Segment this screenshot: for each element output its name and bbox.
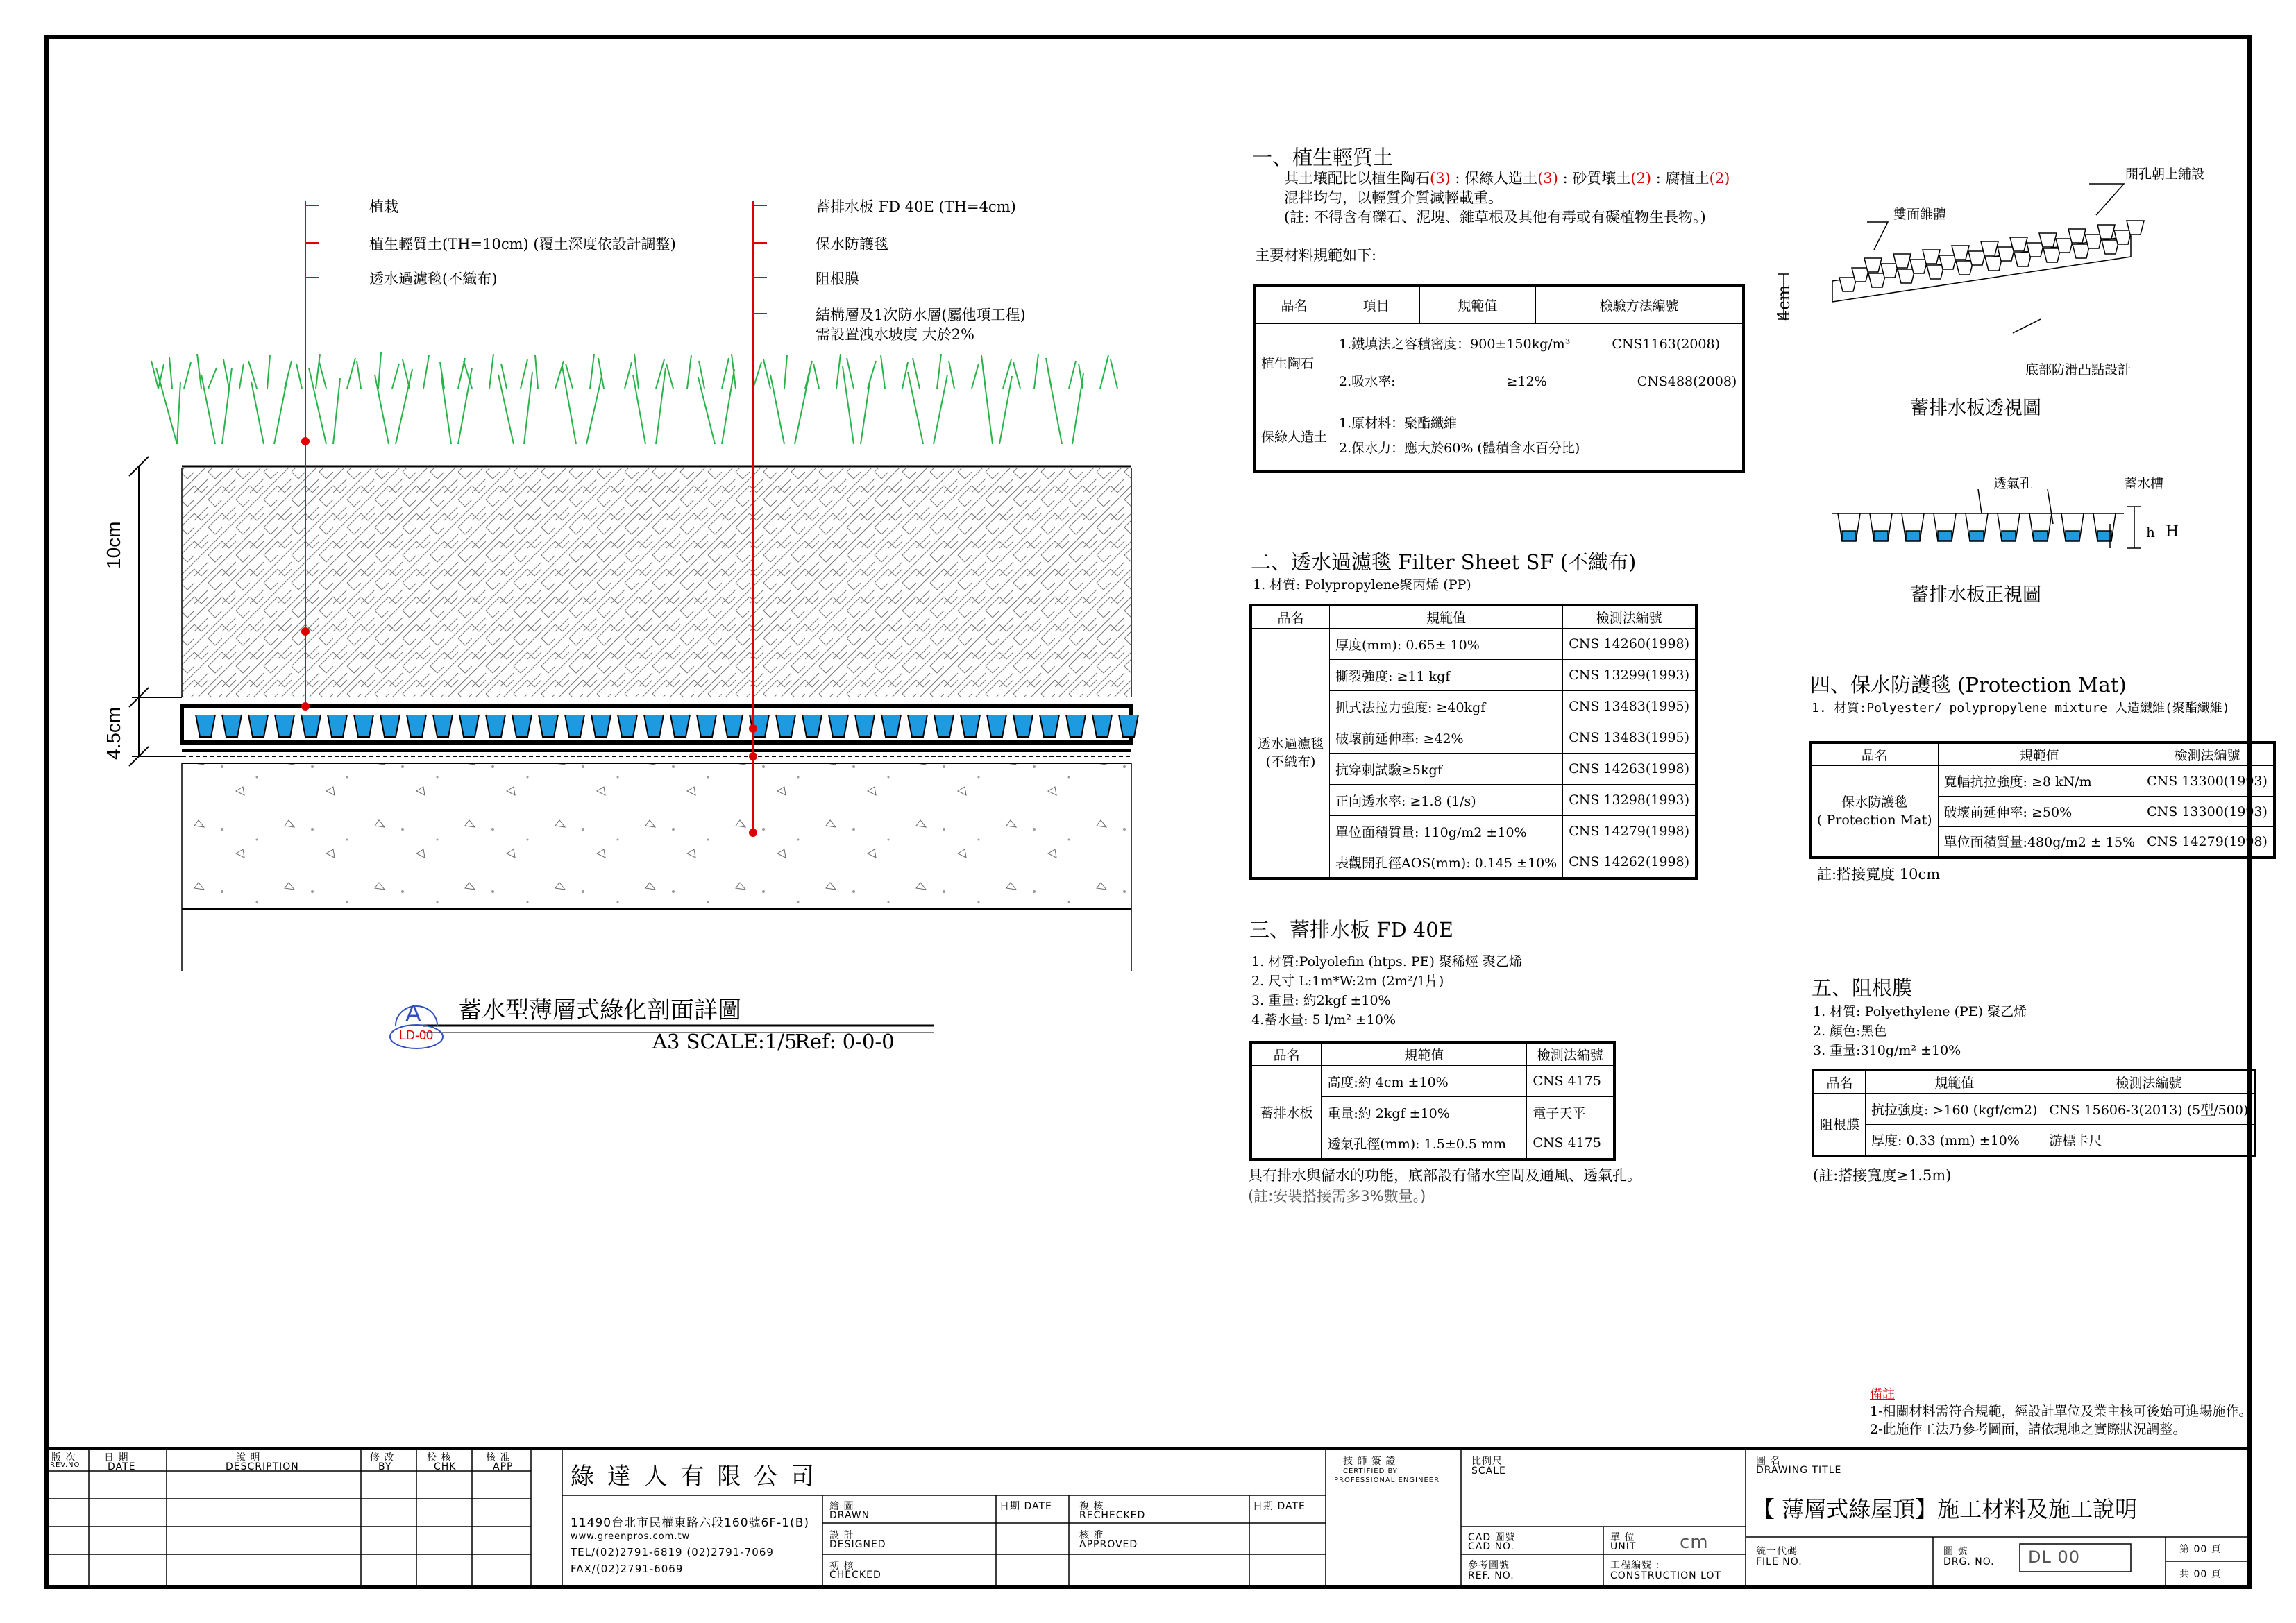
marker-ref: LD-00 bbox=[399, 1028, 434, 1042]
cad-label-en: CAD NO. bbox=[1468, 1541, 1514, 1552]
rev-header: 核 准 bbox=[486, 1452, 511, 1463]
drawn-label-en: DRAWN bbox=[829, 1510, 870, 1521]
dim-soil: 10cm bbox=[103, 521, 124, 569]
rev-header-en: DESCRIPTION bbox=[226, 1461, 299, 1472]
ref-label: 參考圖號 bbox=[1468, 1560, 1510, 1571]
remarks-line1: 1-相關材料需符合規範，經設計單位及業主核可後始可進場施作。 bbox=[1870, 1404, 2252, 1419]
cert-label-en: CERTIFIED BY bbox=[1343, 1468, 1398, 1475]
drg-label: 圖 號 bbox=[1943, 1546, 1968, 1557]
lot-label: 工程編號 : bbox=[1610, 1560, 1660, 1571]
rechecked-label-en: RECHECKED bbox=[1079, 1510, 1146, 1521]
dim-4cm: 4cm bbox=[1774, 284, 1793, 321]
label-mat: 保水防護毯 bbox=[816, 236, 888, 253]
label-cone: 雙面錐體 bbox=[1893, 207, 1947, 222]
sec1-line3: (註: 不得含有礫石、泥塊、雜草根及其他有毒或有礙植物生長物。) bbox=[1284, 209, 1706, 226]
sec1-line2: 混拌均勻，以輕質介質減輕載重。 bbox=[1284, 189, 1503, 206]
rev-header-en: REV.NO bbox=[50, 1461, 81, 1469]
drg-value: DL 00 bbox=[2028, 1547, 2081, 1567]
company-fax: FAX/(02)2791-6069 bbox=[571, 1563, 684, 1575]
cell: 保綠人造土 bbox=[1254, 402, 1333, 471]
label-tank: 蓄水槽 bbox=[2124, 476, 2164, 491]
th: 品名 bbox=[1254, 286, 1333, 323]
rechecked-label: 複 核 bbox=[1079, 1501, 1104, 1512]
sec2-table: 品名 規範值 檢測法編號 透水過濾毯 (不織布) 厚度(mm): 0.65± 10% CNS 14260(1998) 撕裂強度: ≥11 kgf CNS 13299(1993) 抓式法拉力強度: ≥40kgf CNS 13483(1995) 破壞前延伸率: ≥42% CNS 13483(1995) 抗穿刺試驗≥5kgf CNS 14263(1998) 正向透水率: ≥1.8 (1/s) CNS 13298(1993) 單位面積質量: 110g/m2 ±10% CNS 14279(1998) 表觀開孔徑AOS(mm): 0.145 ±10% CNS 14262(1998) bbox=[1249, 604, 1698, 880]
sec5-title: 五、阻根膜 bbox=[1812, 976, 1913, 1000]
sec3-title: 三、蓄排水板 FD 40E bbox=[1249, 918, 1453, 942]
scale-label-en: SCALE bbox=[1471, 1465, 1506, 1477]
cert-label: 技 師 簽 證 bbox=[1343, 1456, 1396, 1467]
sec5-lines: 1. 材質: Polyethylene (PE) 聚乙烯 2. 顏色:黑色 3. 重量:310g/m² ±10% bbox=[1813, 1004, 2027, 1058]
file-label: 統一代碼 bbox=[1756, 1546, 1798, 1557]
dim-h2: h bbox=[2146, 524, 2155, 541]
drg-label-en: DRG. NO. bbox=[1943, 1556, 1995, 1567]
scale-label: 比例尺 bbox=[1471, 1456, 1503, 1467]
page-total: 共 00 頁 bbox=[2179, 1569, 2222, 1580]
company-address: 11490台北市民權東路六段160號6F-1(B) bbox=[571, 1516, 809, 1530]
company-web: www.greenpros.com.tw bbox=[571, 1531, 691, 1542]
label-board: 蓄排水板 FD 40E (TH=4cm) bbox=[816, 198, 1016, 215]
checked-label: 初 核 bbox=[829, 1561, 854, 1572]
drawing-title: 【 薄層式綠屋頂】施工材料及施工說明 bbox=[1753, 1496, 2138, 1522]
remarks-label: 備註 bbox=[1870, 1387, 1895, 1402]
marker-letter: A bbox=[405, 1001, 421, 1027]
file-label-en: FILE NO. bbox=[1756, 1556, 1803, 1567]
label-top-right: 開孔朝上鋪設 bbox=[2125, 167, 2205, 182]
lot-label-en: CONSTRUCTION LOT bbox=[1610, 1570, 1721, 1581]
sec4-material: 1. 材質:Polyester/ polypropylene mixture 人造纖維(聚酯纖維) bbox=[1812, 701, 2230, 715]
date1-label: 日期 DATE bbox=[999, 1501, 1052, 1512]
cell: 1.鐵填法之容積密度：900±150kg/m³ CNS1163(2008) 2.吸水率: ≥12% CNS488(2008) bbox=[1333, 323, 1744, 402]
remarks-line2: 2-此施作工法乃參考圖面，請依現地之實際狀況調整。 bbox=[1870, 1422, 2186, 1437]
cell: 1.原材料：聚酯纖維 2.保水力：應大於60% (體積含水百分比) bbox=[1333, 402, 1744, 471]
sec5-note: (註:搭接寬度≥1.5m) bbox=[1813, 1167, 1952, 1184]
approved-label: 核 准 bbox=[1079, 1530, 1104, 1541]
dim-h: H bbox=[2166, 523, 2179, 541]
label-bottom: 底部防滑凸點設計 bbox=[2025, 362, 2132, 377]
sec2-material: 1. 材質: Polypropylene聚丙烯 (PP) bbox=[1253, 577, 1471, 593]
ref-label-en: REF. NO. bbox=[1468, 1570, 1514, 1581]
sec2-title: 二、透水過濾毯 Filter Sheet SF (不織布) bbox=[1251, 550, 1637, 574]
sec5-table: 品名 規範值 檢測法編號 阻根膜 抗拉強度: >160 (kgf/cm2) CNS 15606-3(2013) (5型/500) 厚度: 0.33 (mm) ±10% 游標卡尺 bbox=[1812, 1069, 2256, 1157]
sec4-title: 四、保水防護毯 (Protection Mat) bbox=[1810, 673, 2127, 697]
page-number: 第 00 頁 bbox=[2179, 1544, 2222, 1555]
date2-label: 日期 DATE bbox=[1253, 1501, 1306, 1512]
label-slope: 需設置洩水坡度 大於2% bbox=[816, 326, 974, 343]
drawing-title-label: 圖 名 bbox=[1756, 1456, 1781, 1467]
approved-label-en: APPROVED bbox=[1079, 1539, 1138, 1550]
front-title: 蓄排水板正視圖 bbox=[1910, 584, 2041, 606]
sec3-note1: 具有排水與儲水的功能，底部設有儲水空間及通風、透氣孔。 bbox=[1248, 1167, 1641, 1184]
checked-label-en: CHECKED bbox=[829, 1570, 881, 1581]
rev-header-en: APP bbox=[493, 1461, 514, 1472]
label-root-barrier: 阻根膜 bbox=[816, 271, 859, 287]
label-filter: 透水過濾毯(不織布) bbox=[369, 271, 498, 287]
rev-header-en: BY bbox=[378, 1461, 392, 1472]
label-vent: 透氣孔 bbox=[1993, 476, 2034, 491]
section-scale: A3 SCALE:1/5 bbox=[652, 1030, 797, 1053]
rev-header: 校 核 bbox=[427, 1452, 452, 1463]
rev-header: 說 明 bbox=[236, 1452, 261, 1463]
company-name: 綠 達 人 有 限 公 司 bbox=[571, 1463, 817, 1490]
label-planting: 植栽 bbox=[369, 198, 398, 215]
rev-header: 修 改 bbox=[370, 1452, 395, 1463]
label-structure: 結構層及1次防水層(屬他項工程) bbox=[816, 307, 1026, 323]
th: 檢驗方法編號 bbox=[1535, 286, 1744, 323]
th: 項目 bbox=[1333, 286, 1419, 323]
sec3-table: 品名 規範值 檢測法編號 蓄排水板 高度:約 4cm ±10% CNS 4175 重量:約 2kgf ±10% 電子天平 透氣孔徑(mm): 1.5±0.5 mm CNS 4175 bbox=[1249, 1041, 1616, 1161]
unit-label-en: UNIT bbox=[1610, 1541, 1637, 1552]
cert-label-en2: PROFESSIONAL ENGINEER bbox=[1334, 1477, 1440, 1484]
section-title: 蓄水型薄層式綠化剖面詳圖 bbox=[458, 996, 741, 1024]
drawn-label: 繪 圖 bbox=[829, 1501, 854, 1512]
dim-board: 4.5cm bbox=[103, 706, 124, 760]
th: 規範值 bbox=[1419, 286, 1535, 323]
sec4-note: 註:搭接寬度 10cm bbox=[1817, 866, 1941, 883]
sec3-note2: (註:安裝搭接需多3%數量。) bbox=[1248, 1188, 1426, 1205]
sec1-intro: 主要材料規範如下: bbox=[1255, 247, 1377, 264]
drawing-title-label-en: DRAWING TITLE bbox=[1756, 1465, 1842, 1476]
designed-label: 設 計 bbox=[829, 1530, 854, 1541]
unit-label: 單 位 bbox=[1610, 1532, 1635, 1543]
designed-label-en: DESIGNED bbox=[829, 1539, 886, 1550]
unit-value: cm bbox=[1680, 1532, 1709, 1553]
cad-label: CAD 圖號 bbox=[1468, 1532, 1516, 1543]
rev-header-en: CHK bbox=[434, 1461, 457, 1472]
persp-title: 蓄排水板透視圖 bbox=[1910, 398, 2041, 419]
sec3-lines: 1. 材質:Polyolefin (htps. PE) 聚稀烴 聚乙烯 2. 尺寸 L:1m*W:2m (2m²/1片) 3. 重量: 約2kgf ±10% 4.蓄水量: 5 l/m² ±10% bbox=[1251, 954, 1522, 1028]
rev-header-en: DATE bbox=[108, 1461, 136, 1472]
sec1-title: 一、植生輕質土 bbox=[1252, 146, 1394, 169]
rev-header: 版 次 bbox=[51, 1452, 76, 1463]
section-ref: Ref: 0-0-0 bbox=[795, 1030, 895, 1053]
sec1-line1: 其土壤配比以植生陶石(3) : 保綠人造土(3) : 砂質壤土(2) : 腐植土(2) bbox=[1284, 170, 1730, 187]
company-tel: TEL/(02)2791-6819 (02)2791-7069 bbox=[571, 1546, 774, 1558]
cell: 植生陶石 bbox=[1254, 323, 1333, 402]
sec4-table: 品名 規範值 檢測法編號 保水防護毯 ( Protection Mat) 寬幅抗拉強度: ≥8 kN/m CNS 13300(1993) 破壞前延伸率: ≥50% CNS 13300(1993) 單位面積質量:480g/m2 ± 15% CNS 14279(1998) bbox=[1809, 741, 2276, 859]
label-soil: 植生輕質土(TH=10cm) (覆土深度依設計調整) bbox=[369, 236, 676, 253]
rev-header: 日 期 bbox=[104, 1452, 129, 1463]
